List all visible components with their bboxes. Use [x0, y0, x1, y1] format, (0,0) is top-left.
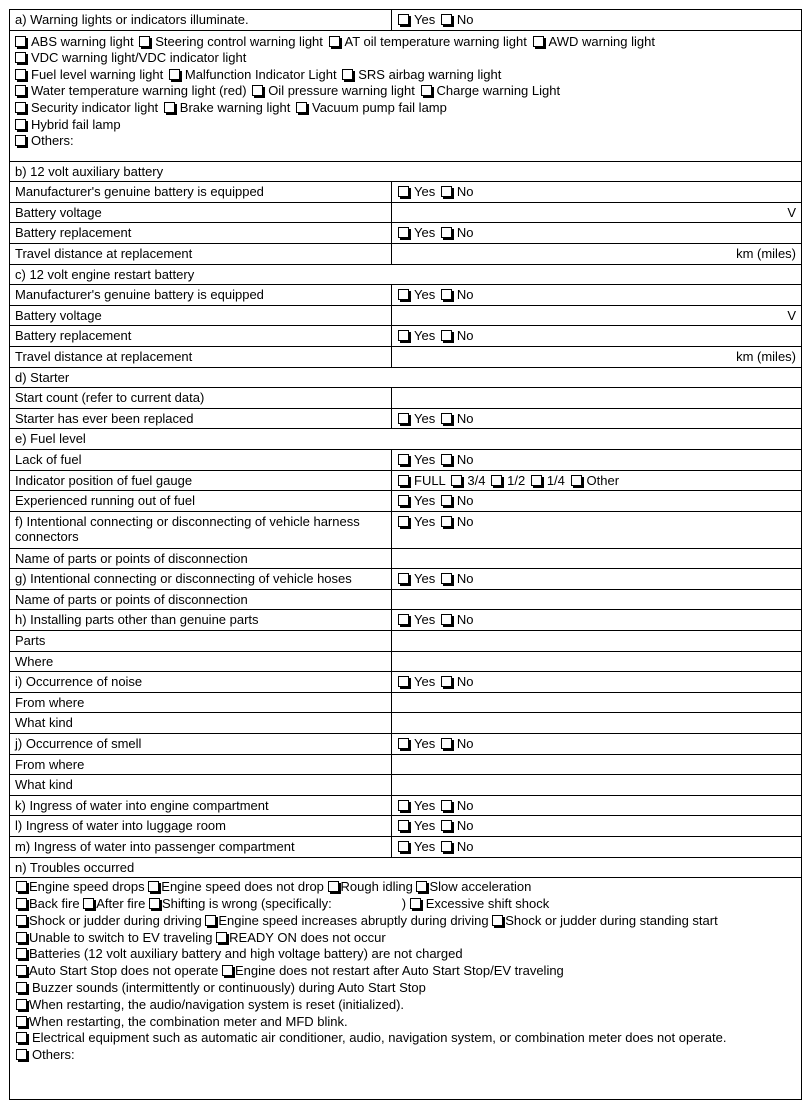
no-checkbox[interactable]: [441, 516, 452, 527]
warning-light-label: Security indicator light: [31, 99, 159, 115]
meter-blink-checkbox[interactable]: [16, 1016, 27, 1027]
engine-speed-drops-checkbox[interactable]: [16, 881, 27, 892]
start-count-label: Start count (refer to current data): [10, 388, 392, 408]
warning-light-checkbox[interactable]: [15, 69, 26, 80]
diagnosis-form: [9, 9, 802, 1100]
yes-checkbox[interactable]: [398, 738, 409, 749]
hoses-label: g) Intentional connecting or disconnecting of vehicle hoses: [10, 569, 392, 589]
restart-genuine-label: Manufacturer's genuine battery is equipped: [10, 285, 392, 305]
shifting-wrong-checkbox[interactable]: [149, 898, 160, 909]
rough-idling-checkbox[interactable]: [328, 881, 339, 892]
no-checkbox[interactable]: [441, 573, 452, 584]
fuel-title: e) Fuel level: [15, 431, 86, 447]
warning-line: [15, 100, 796, 117]
fuel-gauge-label: Indicator position of fuel gauge: [10, 471, 392, 491]
water-passenger-label: m) Ingress of water into passenger compartment: [10, 837, 392, 857]
yes-checkbox[interactable]: [398, 454, 409, 465]
harness-name-field[interactable]: [392, 549, 801, 569]
engine-speed-increases-checkbox[interactable]: [205, 915, 216, 926]
gauge-1-4-checkbox[interactable]: [531, 475, 542, 486]
water-engine-yesno: Yes No: [392, 796, 801, 816]
yes-checkbox[interactable]: [398, 495, 409, 506]
warning-line: [15, 133, 796, 150]
troubles-line-2: Back fire After fire Shifting is wrong (specifically: ) Excessive shift shock: [16, 896, 796, 913]
troubles-line-9: When restarting, the combination meter and MFD blink.: [16, 1014, 796, 1031]
smell-kind-row: [10, 775, 801, 796]
no-checkbox[interactable]: [441, 289, 452, 300]
gauge-3-4-checkbox[interactable]: [451, 475, 462, 486]
warning-light-label: Fuel level warning light: [31, 66, 164, 82]
warning-lights-list: [10, 31, 801, 161]
warning-light-label: SRS airbag warning light: [358, 66, 502, 82]
shock-driving-checkbox[interactable]: [16, 915, 27, 926]
troubles-title-row: [10, 858, 801, 879]
troubles-others-checkbox[interactable]: [16, 1049, 27, 1060]
aux-voltage-row: [10, 203, 801, 224]
warning-light-checkbox[interactable]: [164, 102, 175, 113]
troubles-line-10: Electrical equipment such as automatic air conditioner, audio, navigation system, or combination meter does not operate.: [16, 1030, 796, 1047]
aux-distance-row: [10, 244, 801, 265]
yes-checkbox[interactable]: [398, 614, 409, 625]
warning-title: a) Warning lights or indicators illuminate.: [10, 10, 392, 30]
after-fire-checkbox[interactable]: [83, 898, 94, 909]
batteries-checkbox[interactable]: [16, 948, 27, 959]
parts-where-field[interactable]: [392, 652, 801, 672]
warning-row: [10, 10, 801, 31]
troubles-title: n) Troubles occurred: [15, 859, 135, 875]
excessive-shift-shock-checkbox[interactable]: [410, 898, 421, 909]
noise-kind-row: [10, 713, 801, 734]
hoses-name-row: [10, 590, 801, 611]
smell-from-row: [10, 755, 801, 776]
smell-label: j) Occurrence of smell: [10, 734, 392, 754]
yes-checkbox[interactable]: [398, 841, 409, 852]
noise-from-row: [10, 693, 801, 714]
water-passenger-yesno: Yes No: [392, 837, 801, 857]
noise-yesno: Yes No: [392, 672, 801, 692]
noise-from-label: From where: [10, 693, 392, 713]
water-passenger-row: [10, 837, 801, 858]
water-luggage-row: [10, 816, 801, 837]
no-checkbox[interactable]: [441, 676, 452, 687]
aux-replacement-label: Battery replacement: [10, 223, 392, 243]
warning-light-label: Steering control warning light: [155, 33, 323, 49]
troubles-line-11: Others:: [16, 1047, 796, 1064]
warning-light-checkbox[interactable]: [421, 85, 432, 96]
aux-genuine-label: Manufacturer's genuine battery is equipped: [10, 182, 392, 202]
troubles-line-6: Auto Start Stop does not operate Engine does not restart after Auto Start Stop/EV traveling: [16, 963, 796, 980]
restart-voltage-field[interactable]: V: [787, 307, 796, 323]
start-count-row: [10, 388, 801, 409]
warning-light-label: Others:: [31, 133, 74, 149]
aux-voltage-field[interactable]: V: [787, 204, 796, 220]
yes-checkbox[interactable]: [398, 820, 409, 831]
aux-distance-field[interactable]: km (miles): [736, 245, 796, 261]
restart-voltage-row: [10, 306, 801, 327]
aux-replacement-row: [10, 223, 801, 244]
ev-switch-checkbox[interactable]: [16, 932, 27, 943]
yes-checkbox[interactable]: [398, 676, 409, 687]
harness-label: f) Intentional connecting or disconnecting of vehicle harness connectors: [10, 512, 392, 548]
yes-checkbox[interactable]: [398, 800, 409, 811]
no-checkbox[interactable]: [441, 614, 452, 625]
water-luggage-label: l) Ingress of water into luggage room: [10, 816, 392, 836]
no-checkbox[interactable]: [441, 841, 452, 852]
warning-light-label: VDC warning light/VDC indicator light: [31, 50, 247, 66]
warning-light-label: ABS warning light: [31, 33, 134, 49]
no-checkbox[interactable]: [441, 738, 452, 749]
starter-title-row: [10, 368, 801, 389]
troubles-line-7: Buzzer sounds (intermittently or continuously) during Auto Start Stop: [16, 980, 796, 997]
no-checkbox[interactable]: [441, 186, 452, 197]
lack-fuel-yesno: Yes No: [392, 450, 801, 470]
warning-light-label: Malfunction Indicator Light: [184, 66, 337, 82]
parts-label: h) Installing parts other than genuine parts: [10, 610, 392, 630]
warning-light-checkbox[interactable]: [252, 85, 263, 96]
starter-title: d) Starter: [15, 369, 70, 385]
water-luggage-yesno: Yes No: [392, 816, 801, 836]
warning-light-checkbox[interactable]: [296, 102, 307, 113]
parts-where-row: [10, 652, 801, 673]
troubles-line-8: When restarting, the audio/navigation system is reset (initialized).: [16, 997, 796, 1014]
back-fire-checkbox[interactable]: [16, 898, 27, 909]
harness-name-row: [10, 549, 801, 570]
warning-light-label: Water temperature warning light (red): [31, 83, 247, 99]
ran-out-row: [10, 491, 801, 512]
troubles-line-4: Unable to switch to EV traveling READY ON does not occur: [16, 930, 796, 947]
starter-replaced-yesno: Yes No: [392, 409, 801, 429]
restart-voltage-label: Battery voltage: [10, 306, 392, 326]
yes-checkbox[interactable]: [398, 413, 409, 424]
engine-not-restart-checkbox[interactable]: [222, 965, 233, 976]
starter-replaced-label: Starter has ever been replaced: [10, 409, 392, 429]
restart-distance-row: [10, 347, 801, 368]
aux-distance-label: Travel distance at replacement: [10, 244, 392, 264]
warning-light-label: AT oil temperature warning light: [344, 33, 527, 49]
yes-checkbox[interactable]: [398, 516, 409, 527]
yes-checkbox[interactable]: [398, 289, 409, 300]
restart-genuine-row: [10, 285, 801, 306]
restart-genuine-yesno: Yes No: [392, 285, 801, 305]
warning-light-checkbox[interactable]: [342, 69, 353, 80]
engine-speed-not-drop-checkbox[interactable]: [148, 881, 159, 892]
start-count-field[interactable]: [392, 388, 801, 408]
yes-checkbox[interactable]: [398, 14, 409, 25]
fuel-gauge-row: [10, 471, 801, 492]
noise-from-field[interactable]: [392, 693, 801, 713]
warning-line: [15, 34, 796, 51]
noise-label: i) Occurrence of noise: [10, 672, 392, 692]
troubles-block-row: [10, 878, 801, 1099]
no-checkbox[interactable]: [441, 454, 452, 465]
gauge-1-2-checkbox[interactable]: [491, 475, 502, 486]
slow-acceleration-checkbox[interactable]: [416, 881, 427, 892]
no-checkbox[interactable]: [441, 495, 452, 506]
smell-from-label: From where: [10, 755, 392, 775]
yes-checkbox[interactable]: [398, 186, 409, 197]
ran-out-label: Experienced running out of fuel: [10, 491, 392, 511]
restart-distance-label: Travel distance at replacement: [10, 347, 392, 367]
warning-line: [15, 67, 796, 84]
smell-kind-field[interactable]: [392, 775, 801, 795]
no-checkbox[interactable]: [441, 820, 452, 831]
warning-light-checkbox[interactable]: [169, 69, 180, 80]
restart-replacement-label: Battery replacement: [10, 326, 392, 346]
warning-light-checkbox[interactable]: [139, 36, 150, 47]
lack-fuel-row: [10, 450, 801, 471]
water-engine-row: [10, 796, 801, 817]
warning-light-label: Vacuum pump fail lamp: [311, 99, 447, 115]
aux-battery-title-row: [10, 162, 801, 183]
warning-light-checkbox[interactable]: [15, 135, 26, 146]
troubles-line-1: Engine speed drops Engine speed does not drop Rough idling Slow acceleration: [16, 879, 796, 896]
ready-on-checkbox[interactable]: [216, 932, 227, 943]
parts-where-label: Where: [10, 652, 392, 672]
harness-row: [10, 512, 801, 549]
no-checkbox[interactable]: [441, 14, 452, 25]
lack-fuel-label: Lack of fuel: [10, 450, 392, 470]
hoses-row: [10, 569, 801, 590]
warning-yesno: Yes No: [392, 10, 801, 30]
warning-light-label: Oil pressure warning light: [268, 83, 415, 99]
warning-light-label: Charge warning Light: [436, 83, 561, 99]
parts-yesno: Yes No: [392, 610, 801, 630]
aux-genuine-yesno: Yes No: [392, 182, 801, 202]
restart-battery-title: c) 12 volt engine restart battery: [15, 266, 195, 282]
restart-battery-title-row: [10, 265, 801, 286]
harness-yesno: Yes No: [392, 512, 801, 548]
no-checkbox[interactable]: [441, 800, 452, 811]
warning-line: [15, 83, 796, 100]
parts-parts-row: [10, 631, 801, 652]
noise-kind-field[interactable]: [392, 713, 801, 733]
yes-checkbox[interactable]: [398, 330, 409, 341]
no-checkbox[interactable]: [441, 413, 452, 424]
fuel-gauge-options: FULL 3/4 1/2 1/4 Other: [392, 471, 801, 491]
harness-name-label: Name of parts or points of disconnection: [10, 549, 392, 569]
warning-light-checkbox[interactable]: [15, 119, 26, 130]
aux-battery-title: b) 12 volt auxiliary battery: [15, 163, 164, 179]
troubles-line-3: Shock or judder during driving Engine speed increases abruptly during driving Shock or judder during standing start: [16, 913, 796, 930]
warning-light-checkbox[interactable]: [533, 36, 544, 47]
noise-row: [10, 672, 801, 693]
aux-genuine-row: [10, 182, 801, 203]
electrical-equipment-checkbox[interactable]: [16, 1032, 27, 1043]
yes-checkbox[interactable]: [398, 573, 409, 584]
audio-reset-checkbox[interactable]: [16, 999, 27, 1010]
auto-start-stop-checkbox[interactable]: [16, 965, 27, 976]
warning-light-checkbox[interactable]: [15, 52, 26, 63]
warning-light-label: AWD warning light: [548, 33, 655, 49]
water-engine-label: k) Ingress of water into engine compartment: [10, 796, 392, 816]
parts-parts-field[interactable]: [392, 631, 801, 651]
warning-line: [15, 50, 796, 67]
fuel-title-row: [10, 429, 801, 450]
warning-line: [15, 117, 796, 134]
warning-light-label: Brake warning light: [179, 99, 291, 115]
troubles-list: [10, 878, 801, 1098]
buzzer-checkbox[interactable]: [16, 982, 27, 993]
smell-kind-label: What kind: [10, 775, 392, 795]
hoses-name-label: Name of parts or points of disconnection: [10, 590, 392, 610]
smell-yesno: Yes No: [392, 734, 801, 754]
warning-light-checkbox[interactable]: [15, 85, 26, 96]
parts-parts-label: Parts: [10, 631, 392, 651]
ran-out-yesno: Yes No: [392, 491, 801, 511]
restart-replacement-row: [10, 326, 801, 347]
yes-checkbox[interactable]: [398, 227, 409, 238]
smell-from-field[interactable]: [392, 755, 801, 775]
gauge-full-checkbox[interactable]: [398, 475, 409, 486]
smell-row: [10, 734, 801, 755]
aux-replacement-yesno: Yes No: [392, 223, 801, 243]
shock-standing-start-checkbox[interactable]: [492, 915, 503, 926]
no-checkbox[interactable]: [441, 330, 452, 341]
warning-light-checkbox[interactable]: [329, 36, 340, 47]
hoses-name-field[interactable]: [392, 590, 801, 610]
restart-distance-field[interactable]: km (miles): [736, 348, 796, 364]
warning-lights-block: [10, 31, 801, 162]
warning-light-label: Hybrid fail lamp: [31, 116, 121, 132]
troubles-line-5: Batteries (12 volt auxiliary battery and high voltage battery) are not charged: [16, 946, 796, 963]
gauge-other-checkbox[interactable]: [571, 475, 582, 486]
noise-kind-label: What kind: [10, 713, 392, 733]
starter-replaced-row: [10, 409, 801, 430]
hoses-yesno: Yes No: [392, 569, 801, 589]
warning-light-checkbox[interactable]: [15, 102, 26, 113]
restart-replacement-yesno: Yes No: [392, 326, 801, 346]
parts-row: [10, 610, 801, 631]
no-checkbox[interactable]: [441, 227, 452, 238]
warning-light-checkbox[interactable]: [15, 36, 26, 47]
aux-voltage-label: Battery voltage: [10, 203, 392, 223]
